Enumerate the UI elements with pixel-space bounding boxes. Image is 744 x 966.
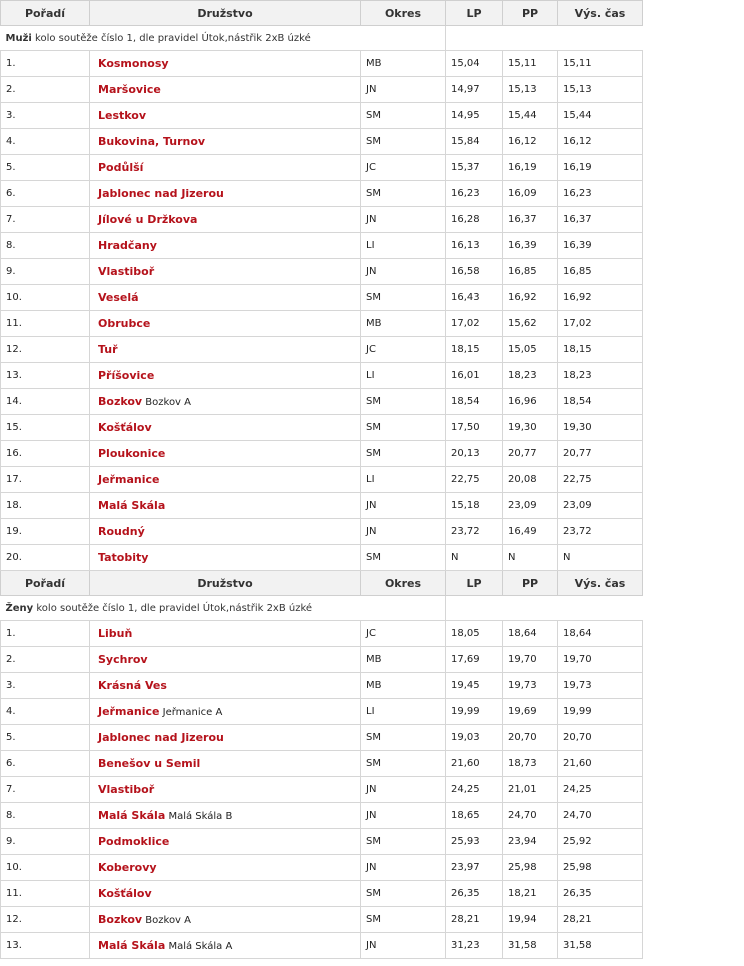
team-cell — [90, 545, 361, 571]
team-link[interactable]: Sychrov — [98, 653, 148, 666]
rank-cell: 11. — [1, 881, 90, 907]
rank-cell: 16. — [1, 441, 90, 467]
cas-cell: 15,44 — [558, 103, 643, 129]
section-description: kolo soutěže číslo 1, dle pravidel Útok,nástřik 2xB úzké — [35, 32, 311, 44]
okres-cell: SM — [361, 907, 446, 933]
rank-cell: 5. — [1, 725, 90, 751]
lp-cell: 15,84 — [446, 129, 503, 155]
pp-cell: 25,98 — [503, 855, 558, 881]
pp-cell: 16,12 — [503, 129, 558, 155]
header-team: Družstvo — [90, 1, 361, 26]
cas-cell: 16,92 — [558, 285, 643, 311]
rank-cell: 13. — [1, 933, 90, 959]
team-cell — [90, 673, 361, 699]
pp-cell: 19,94 — [503, 907, 558, 933]
okres-cell: JN — [361, 259, 446, 285]
lp-cell: 16,58 — [446, 259, 503, 285]
okres-cell: LI — [361, 363, 446, 389]
team-cell — [90, 51, 361, 77]
cas-cell: 19,99 — [558, 699, 643, 725]
rank-cell: 8. — [1, 803, 90, 829]
table-row — [1, 855, 643, 881]
lp-cell: 18,65 — [446, 803, 503, 829]
rank-cell: 8. — [1, 233, 90, 259]
table-row — [1, 181, 643, 207]
pp-cell: 15,05 — [503, 337, 558, 363]
okres-cell: SM — [361, 389, 446, 415]
rank-cell: 20. — [1, 545, 90, 571]
team-cell — [90, 415, 361, 441]
team-cell — [90, 77, 361, 103]
table-row — [1, 829, 643, 855]
team-subname: Bozkov A — [145, 915, 191, 926]
okres-cell: SM — [361, 441, 446, 467]
pp-cell: 31,58 — [503, 933, 558, 959]
okres-cell: JN — [361, 933, 446, 959]
rank-cell: 19. — [1, 519, 90, 545]
lp-cell: 17,50 — [446, 415, 503, 441]
table-row — [1, 545, 643, 571]
cas-cell: 31,58 — [558, 933, 643, 959]
cas-cell: 25,92 — [558, 829, 643, 855]
team-subname: Malá Skála A — [168, 941, 233, 952]
table-row — [1, 751, 643, 777]
table-row — [1, 777, 643, 803]
cas-cell: 21,60 — [558, 751, 643, 777]
section-filler — [446, 26, 643, 51]
lp-cell: 19,45 — [446, 673, 503, 699]
section-heading — [1, 26, 446, 51]
okres-cell: JN — [361, 207, 446, 233]
table-row — [1, 337, 643, 363]
rank-cell: 7. — [1, 777, 90, 803]
header-okres: Okres — [361, 571, 446, 596]
team-cell — [90, 519, 361, 545]
pp-cell: 19,73 — [503, 673, 558, 699]
rank-cell: 17. — [1, 467, 90, 493]
lp-cell: 15,37 — [446, 155, 503, 181]
header-rank: Pořadí — [1, 571, 90, 596]
table-row — [1, 699, 643, 725]
cas-cell: 17,02 — [558, 311, 643, 337]
team-cell — [90, 285, 361, 311]
rank-cell: 7. — [1, 207, 90, 233]
header-team: Družstvo — [90, 571, 361, 596]
cas-cell: 16,23 — [558, 181, 643, 207]
team-link[interactable]: Tuř — [98, 343, 118, 356]
team-link[interactable]: Malá Skála — [98, 939, 166, 952]
team-cell — [90, 103, 361, 129]
pp-cell: 23,94 — [503, 829, 558, 855]
lp-cell: 17,69 — [446, 647, 503, 673]
team-link[interactable]: Malá Skála — [98, 499, 166, 512]
okres-cell: JN — [361, 77, 446, 103]
okres-cell: JC — [361, 155, 446, 181]
pp-cell: 16,09 — [503, 181, 558, 207]
lp-cell: 19,99 — [446, 699, 503, 725]
pp-cell: 18,21 — [503, 881, 558, 907]
rank-cell: 13. — [1, 363, 90, 389]
lp-cell: 14,97 — [446, 77, 503, 103]
team-link[interactable]: Malá Skála — [98, 809, 166, 822]
lp-cell: 31,23 — [446, 933, 503, 959]
section-heading-row — [1, 26, 643, 51]
team-cell — [90, 933, 361, 959]
team-cell — [90, 467, 361, 493]
cas-cell: 15,13 — [558, 77, 643, 103]
team-cell — [90, 129, 361, 155]
results-body — [1, 1, 643, 959]
pp-cell: 21,01 — [503, 777, 558, 803]
lp-cell: N — [446, 545, 503, 571]
cas-cell: 16,19 — [558, 155, 643, 181]
table-row — [1, 803, 643, 829]
cas-cell: 16,39 — [558, 233, 643, 259]
okres-cell: MB — [361, 311, 446, 337]
cas-cell: 15,11 — [558, 51, 643, 77]
lp-cell: 20,13 — [446, 441, 503, 467]
table-row — [1, 933, 643, 959]
rank-cell: 10. — [1, 855, 90, 881]
header-cas: Výs. čas — [558, 571, 643, 596]
team-link[interactable]: Kosmonosy — [98, 57, 169, 70]
team-cell — [90, 803, 361, 829]
cas-cell: 16,37 — [558, 207, 643, 233]
team-link[interactable]: Lestkov — [98, 109, 147, 122]
table-row — [1, 467, 643, 493]
okres-cell: JN — [361, 493, 446, 519]
team-link[interactable]: Veselá — [98, 291, 139, 304]
pp-cell: 16,37 — [503, 207, 558, 233]
team-link[interactable]: Maršovice — [98, 83, 161, 96]
cas-cell: 16,12 — [558, 129, 643, 155]
okres-cell: MB — [361, 647, 446, 673]
cas-cell: 20,70 — [558, 725, 643, 751]
team-link[interactable]: Košťálov — [98, 421, 152, 434]
okres-cell: LI — [361, 233, 446, 259]
rank-cell: 5. — [1, 155, 90, 181]
rank-cell: 2. — [1, 647, 90, 673]
team-link[interactable]: Krásná Ves — [98, 679, 167, 692]
pp-cell: 19,69 — [503, 699, 558, 725]
cas-cell: 20,77 — [558, 441, 643, 467]
rank-cell: 10. — [1, 285, 90, 311]
team-subname: Malá Skála B — [168, 811, 233, 822]
pp-cell: 19,30 — [503, 415, 558, 441]
pp-cell: 20,08 — [503, 467, 558, 493]
team-cell — [90, 233, 361, 259]
table-row — [1, 285, 643, 311]
okres-cell: JN — [361, 855, 446, 881]
lp-cell: 16,13 — [446, 233, 503, 259]
rank-cell: 4. — [1, 129, 90, 155]
okres-cell: LI — [361, 467, 446, 493]
lp-cell: 19,03 — [446, 725, 503, 751]
table-row — [1, 155, 643, 181]
okres-cell: MB — [361, 51, 446, 77]
okres-cell: JN — [361, 519, 446, 545]
team-link[interactable]: Košťálov — [98, 887, 152, 900]
lp-cell: 16,43 — [446, 285, 503, 311]
okres-cell: JN — [361, 777, 446, 803]
rank-cell: 4. — [1, 699, 90, 725]
pp-cell: 16,49 — [503, 519, 558, 545]
pp-cell: 24,70 — [503, 803, 558, 829]
lp-cell: 16,23 — [446, 181, 503, 207]
cas-cell: 24,25 — [558, 777, 643, 803]
lp-cell: 17,02 — [446, 311, 503, 337]
section-description: kolo soutěže číslo 1, dle pravidel Útok,nástřik 2xB úzké — [36, 602, 313, 614]
table-row — [1, 129, 643, 155]
team-subname: Jeřmanice A — [162, 707, 223, 718]
lp-cell: 18,05 — [446, 621, 503, 647]
lp-cell: 26,35 — [446, 881, 503, 907]
okres-cell: SM — [361, 285, 446, 311]
rank-cell: 15. — [1, 415, 90, 441]
header-pp: PP — [503, 1, 558, 26]
team-link[interactable]: Jílové u Držkova — [98, 213, 198, 226]
header-cas: Výs. čas — [558, 1, 643, 26]
lp-cell: 16,01 — [446, 363, 503, 389]
okres-cell: LI — [361, 699, 446, 725]
table-row — [1, 363, 643, 389]
okres-cell: JC — [361, 621, 446, 647]
cas-cell: 19,30 — [558, 415, 643, 441]
cas-cell: 23,72 — [558, 519, 643, 545]
team-link[interactable]: Jeřmanice — [98, 705, 160, 718]
lp-cell: 24,25 — [446, 777, 503, 803]
team-link[interactable]: Roudný — [98, 525, 145, 538]
lp-cell: 23,72 — [446, 519, 503, 545]
cas-cell: 26,35 — [558, 881, 643, 907]
lp-cell: 18,54 — [446, 389, 503, 415]
cas-cell: 18,54 — [558, 389, 643, 415]
table-row — [1, 493, 643, 519]
lp-cell: 16,28 — [446, 207, 503, 233]
pp-cell: 15,13 — [503, 77, 558, 103]
pp-cell: 19,70 — [503, 647, 558, 673]
okres-cell: SM — [361, 829, 446, 855]
table-row — [1, 207, 643, 233]
section-category: Ženy — [5, 602, 34, 614]
lp-cell: 22,75 — [446, 467, 503, 493]
cas-cell: 25,98 — [558, 855, 643, 881]
pp-cell: 23,09 — [503, 493, 558, 519]
rank-cell: 18. — [1, 493, 90, 519]
team-cell — [90, 493, 361, 519]
header-lp: LP — [446, 571, 503, 596]
team-cell — [90, 311, 361, 337]
table-row — [1, 647, 643, 673]
team-link[interactable]: Benešov u Semil — [98, 757, 201, 770]
team-cell — [90, 207, 361, 233]
team-cell — [90, 363, 361, 389]
table-row — [1, 881, 643, 907]
table-header-row — [1, 1, 643, 26]
section-filler — [446, 596, 643, 621]
pp-cell: 16,96 — [503, 389, 558, 415]
okres-cell: SM — [361, 751, 446, 777]
cas-cell: N — [558, 545, 643, 571]
team-link[interactable]: Podůlší — [98, 161, 144, 174]
team-cell — [90, 337, 361, 363]
team-link[interactable]: Jablonec nad Jizerou — [98, 731, 224, 744]
okres-cell: JC — [361, 337, 446, 363]
table-row — [1, 389, 643, 415]
rank-cell: 12. — [1, 907, 90, 933]
team-cell — [90, 751, 361, 777]
team-link[interactable]: Ploukonice — [98, 447, 166, 460]
rank-cell: 3. — [1, 103, 90, 129]
pp-cell: 16,92 — [503, 285, 558, 311]
rank-cell: 6. — [1, 181, 90, 207]
pp-cell: 15,62 — [503, 311, 558, 337]
table-row — [1, 621, 643, 647]
rank-cell: 9. — [1, 829, 90, 855]
rank-cell: 11. — [1, 311, 90, 337]
lp-cell: 21,60 — [446, 751, 503, 777]
team-link[interactable]: Tatobity — [98, 551, 149, 564]
team-cell — [90, 181, 361, 207]
cas-cell: 19,70 — [558, 647, 643, 673]
team-cell — [90, 389, 361, 415]
lp-cell: 25,93 — [446, 829, 503, 855]
cas-cell: 18,23 — [558, 363, 643, 389]
lp-cell: 28,21 — [446, 907, 503, 933]
table-row — [1, 103, 643, 129]
team-cell — [90, 777, 361, 803]
pp-cell: 18,23 — [503, 363, 558, 389]
team-link[interactable]: Jeřmanice — [98, 473, 160, 486]
pp-cell: 16,39 — [503, 233, 558, 259]
team-cell — [90, 725, 361, 751]
header-okres: Okres — [361, 1, 446, 26]
rank-cell: 2. — [1, 77, 90, 103]
lp-cell: 23,97 — [446, 855, 503, 881]
rank-cell: 12. — [1, 337, 90, 363]
team-cell — [90, 907, 361, 933]
section-category: Muži — [5, 32, 32, 44]
table-row — [1, 233, 643, 259]
team-link[interactable]: Bozkov — [98, 913, 143, 926]
okres-cell: SM — [361, 129, 446, 155]
lp-cell: 14,95 — [446, 103, 503, 129]
header-rank: Pořadí — [1, 1, 90, 26]
rank-cell: 1. — [1, 621, 90, 647]
cas-cell: 23,09 — [558, 493, 643, 519]
pp-cell: 15,11 — [503, 51, 558, 77]
section-heading — [1, 596, 446, 621]
team-link[interactable]: Podmoklice — [98, 835, 170, 848]
okres-cell: SM — [361, 181, 446, 207]
table-row — [1, 725, 643, 751]
lp-cell: 15,04 — [446, 51, 503, 77]
rank-cell: 14. — [1, 389, 90, 415]
team-link[interactable]: Hradčany — [98, 239, 157, 252]
okres-cell: SM — [361, 725, 446, 751]
pp-cell: 15,44 — [503, 103, 558, 129]
team-link[interactable]: Libuň — [98, 627, 133, 640]
okres-cell: SM — [361, 545, 446, 571]
cas-cell: 24,70 — [558, 803, 643, 829]
okres-cell: SM — [361, 103, 446, 129]
rank-cell: 3. — [1, 673, 90, 699]
table-row — [1, 51, 643, 77]
rank-cell: 6. — [1, 751, 90, 777]
pp-cell: 18,73 — [503, 751, 558, 777]
okres-cell: JN — [361, 803, 446, 829]
pp-cell: N — [503, 545, 558, 571]
okres-cell: SM — [361, 881, 446, 907]
rank-cell: 1. — [1, 51, 90, 77]
team-link[interactable]: Bozkov — [98, 395, 143, 408]
okres-cell: MB — [361, 673, 446, 699]
rank-cell: 9. — [1, 259, 90, 285]
team-link[interactable]: Bukovina, Turnov — [98, 135, 206, 148]
pp-cell: 16,19 — [503, 155, 558, 181]
table-row — [1, 259, 643, 285]
section-heading-row — [1, 596, 643, 621]
team-link[interactable]: Vlastiboř — [98, 783, 155, 796]
pp-cell: 16,85 — [503, 259, 558, 285]
team-cell — [90, 881, 361, 907]
cas-cell: 18,15 — [558, 337, 643, 363]
team-cell — [90, 621, 361, 647]
team-cell — [90, 155, 361, 181]
team-cell — [90, 855, 361, 881]
pp-cell: 18,64 — [503, 621, 558, 647]
table-row — [1, 519, 643, 545]
table-header-row — [1, 571, 643, 596]
table-row — [1, 415, 643, 441]
lp-cell: 15,18 — [446, 493, 503, 519]
cas-cell: 19,73 — [558, 673, 643, 699]
team-link[interactable]: Koberovy — [98, 861, 157, 874]
team-link[interactable]: Vlastiboř — [98, 265, 155, 278]
lp-cell: 18,15 — [446, 337, 503, 363]
team-cell — [90, 699, 361, 725]
team-subname: Bozkov A — [145, 397, 191, 408]
table-row — [1, 907, 643, 933]
team-cell — [90, 647, 361, 673]
header-pp: PP — [503, 571, 558, 596]
team-cell — [90, 829, 361, 855]
cas-cell: 22,75 — [558, 467, 643, 493]
table-row — [1, 77, 643, 103]
team-link[interactable]: Jablonec nad Jizerou — [98, 187, 224, 200]
team-cell — [90, 259, 361, 285]
table-row — [1, 441, 643, 467]
cas-cell: 28,21 — [558, 907, 643, 933]
pp-cell: 20,77 — [503, 441, 558, 467]
header-lp: LP — [446, 1, 503, 26]
table-row — [1, 311, 643, 337]
cas-cell: 16,85 — [558, 259, 643, 285]
cas-cell: 18,64 — [558, 621, 643, 647]
okres-cell: SM — [361, 415, 446, 441]
team-link[interactable]: Příšovice — [98, 369, 155, 382]
table-row — [1, 673, 643, 699]
team-cell — [90, 441, 361, 467]
pp-cell: 20,70 — [503, 725, 558, 751]
team-link[interactable]: Obrubce — [98, 317, 151, 330]
